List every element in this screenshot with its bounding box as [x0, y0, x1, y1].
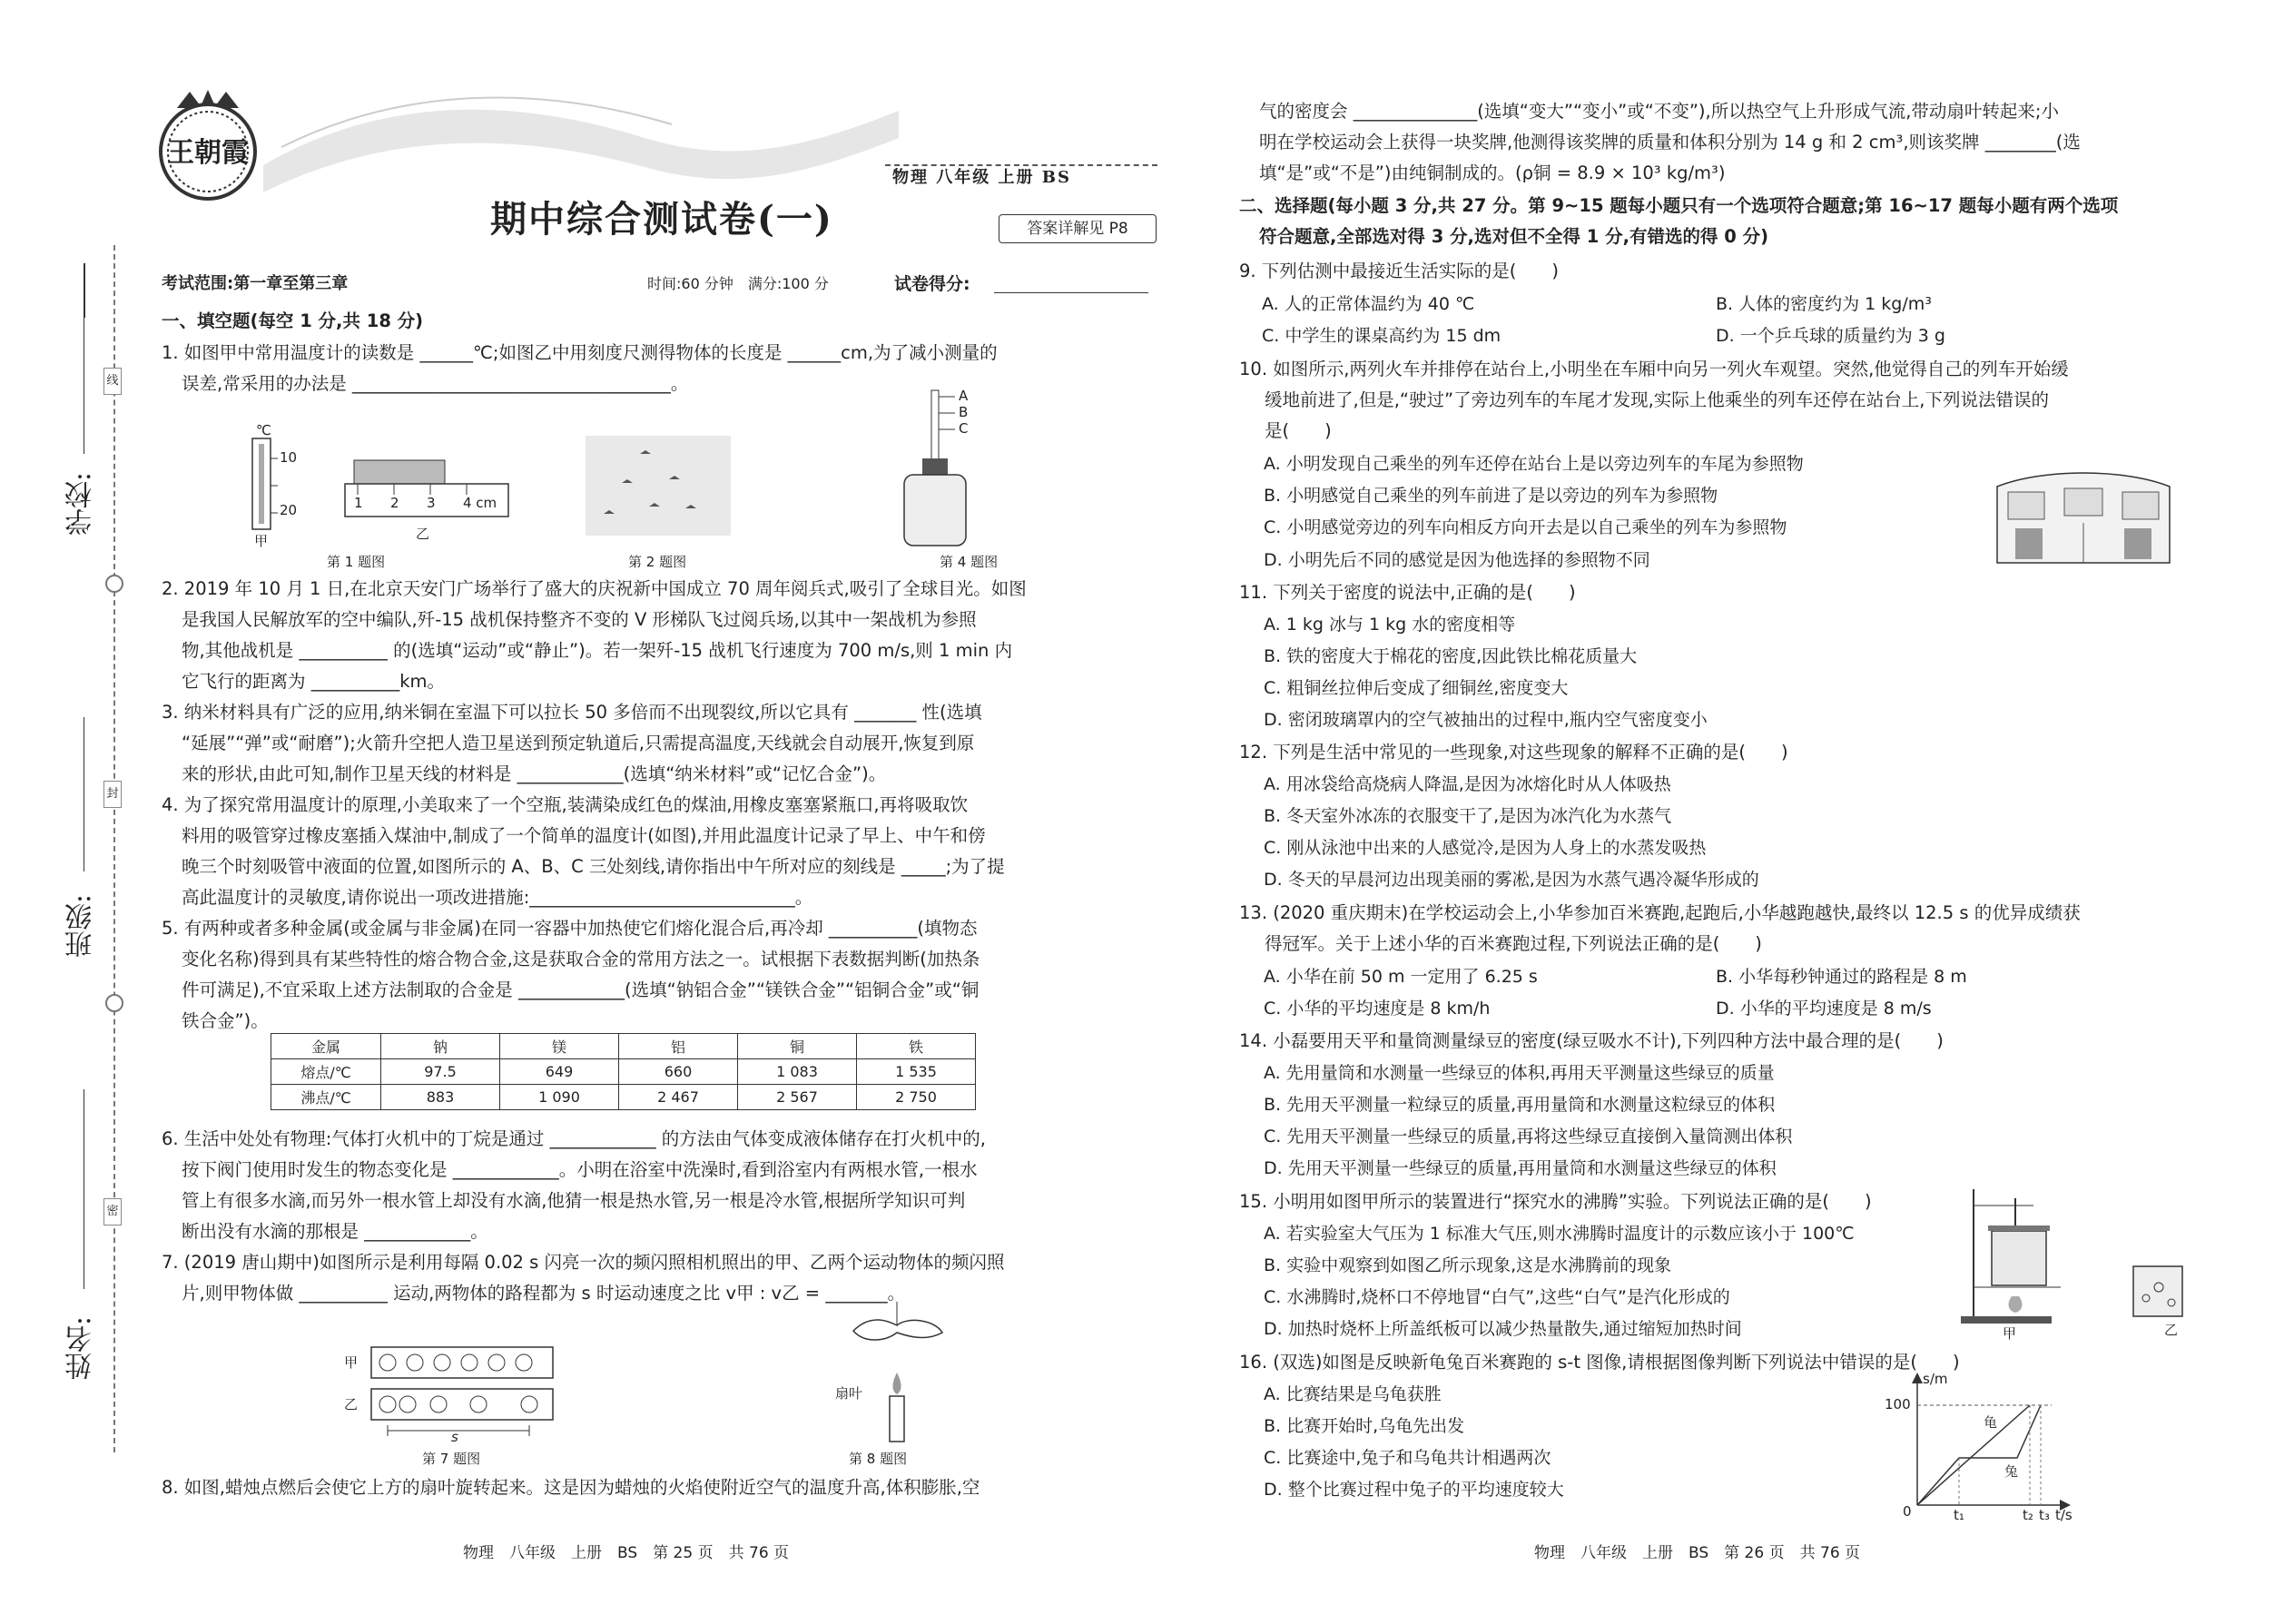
figure-8-caption: 第 8 题图	[849, 1451, 908, 1467]
figure-4-caption: 第 4 题图	[940, 554, 999, 570]
q11-option-d[interactable]: D. 密闭玻璃罩内的空气被抽出的过程中,瓶内空气密度变小	[1264, 710, 1708, 730]
figure-7: 甲 乙 s	[340, 1342, 576, 1442]
binding-dashed-line	[113, 245, 115, 1452]
table-row: 熔点/℃ 97.5 649 660 1 083 1 535	[271, 1059, 976, 1085]
q13-option-b[interactable]: B. 小华每秒钟通过的路程是 8 m	[1716, 967, 1967, 987]
q10-option-c[interactable]: C. 小明感觉旁边的列车向相反方向开去是以自己乘坐的列车为参照物	[1264, 517, 1787, 537]
table-header-row: 金属 钠 镁 铝 铜 铁	[271, 1034, 976, 1059]
class-label: 班级:	[65, 894, 97, 959]
right-page-footer: 物理 八年级 上册 BS 第 26 页 共 76 页	[1534, 1544, 1861, 1562]
publisher-logo	[150, 86, 266, 202]
q11-option-a[interactable]: A. 1 kg 冰与 1 kg 水的密度相等	[1264, 615, 1516, 635]
q15-option-c[interactable]: C. 水沸腾时,烧杯口不停地冒“白气”,这些“白气”是汽化形成的	[1264, 1287, 1730, 1307]
question-5: 5. 有两种或者多种金属(或金属与非金属)在同一容器中加热使它们熔化混合后,再冷却 __________(填物态 变化名称)得到具有某些特性的熔合物合金,这是获取合金的常用方法之一。试根据下表数据判断(加热条 件可满足),不宜采取上述方法制取的合金是 ____________(选填“钠铝合金”“镁铁合金”“铝铜合金”或“铜 铁合金”)。	[162, 918, 980, 1031]
question-15: 15. 小明用如图甲所示的装置进行“探究水的沸腾”实验。下列说法正确的是( )	[1239, 1191, 1872, 1212]
name-label: 姓名:	[65, 1316, 97, 1381]
q13-option-c[interactable]: C. 小华的平均速度是 8 km/h	[1264, 999, 1491, 1019]
section2-title: 二、选择题(每小题 3 分,共 27 分。第 9~15 题每小题只有一个选项符合题意;第 16~17 题每小题有两个选项 符合题意,全部选对得 3 分,选对但不全得 1 分,有错选的得 0 分)	[1239, 195, 2119, 247]
question-13: 13. (2020 重庆期末)在学校运动会上,小华参加百米赛跑,起跑后,小华越跑越快,最终以 12.5 s 的优异成绩获 得冠军。关于上述小华的百米赛跑过程,下列说法正确的是( )	[1239, 902, 2081, 954]
figure-2-caption: 第 2 题图	[628, 554, 687, 570]
q15-option-a[interactable]: A. 若实验室大气压为 1 标准大气压,则水沸腾时温度计的示数应该小于 100℃	[1264, 1224, 1855, 1244]
table-row: 沸点/℃ 883 1 090 2 467 2 567 2 750	[271, 1085, 976, 1110]
question-8-start: 8. 如图,蜡烛点燃后会使它上方的扇叶旋转起来。这是因为蜡烛的火焰使附近空气的温度升高,体积膨胀,空	[162, 1477, 980, 1498]
figure-1-caption: 第 1 题图	[327, 554, 386, 570]
question-8-continued: 气的密度会 ______________(选填“变大”“变小”或“不变”),所以热空气上升形成气流,带动扇叶转起来;小 明在学校运动会上获得一块奖牌,他测得该奖牌的质量和体积分别为 14 g 和 2 cm³,则该奖牌 ________(选 填“是”或“不是”)由纯铜制成的。(ρ铜 = 8.9 × 10³ kg/m³)	[1259, 101, 2081, 183]
question-3: 3. 纳米材料具有广泛的应用,纳米铜在室温下可以拉长 50 多倍而不出现裂纹,所以它具有 _______ 性(选填 “延展”“弹”或“耐磨”);火箭升空把人造卫星送到预定轨道后,只需提高温度,天线就会自动展开,恢复到原 来的形状,由此可知,制作卫星天线的材料是 ____________(选填“纳米材料”或“记忆合金”)。	[162, 702, 982, 784]
q13-option-d[interactable]: D. 小华的平均速度是 8 m/s	[1716, 999, 1932, 1019]
q11-option-c[interactable]: C. 粗铜丝拉伸后变成了细铜丝,密度变大	[1264, 678, 1569, 698]
q9-option-b[interactable]: B. 人体的密度约为 1 kg/m³	[1716, 294, 1932, 314]
q9-option-d[interactable]: D. 一个乒乓球的质量约为 3 g	[1716, 326, 1945, 346]
q9-option-c[interactable]: C. 中学生的课桌高约为 15 dm	[1262, 326, 1501, 346]
time-score: 时间:60 分钟 满分:100 分	[647, 275, 829, 292]
seal-mark-feng: 封	[103, 781, 122, 808]
q12-option-a[interactable]: A. 用冰袋给高烧病人降温,是因为冰熔化时从人体吸热	[1264, 774, 1671, 794]
q12-option-d[interactable]: D. 冬天的早晨河边出现美丽的雾凇,是因为水蒸气遇冷凝华形成的	[1264, 870, 1759, 890]
left-page-footer: 物理 八年级 上册 BS 第 25 页 共 76 页	[463, 1544, 790, 1562]
q14-option-d[interactable]: D. 先用天平测量一些绿豆的质量,再用量筒和水测量这些绿豆的体积	[1264, 1158, 1777, 1178]
score-field[interactable]	[994, 292, 1148, 293]
q10-option-d[interactable]: D. 小明先后不同的感觉是因为他选择的参照物不同	[1264, 550, 1650, 570]
figure-4: A B C	[899, 386, 999, 549]
q16-option-b[interactable]: B. 比赛开始时,乌龟先出发	[1264, 1416, 1465, 1436]
figure-7-caption: 第 7 题图	[422, 1451, 481, 1467]
answer-ref-box	[999, 214, 1157, 243]
question-1: 1. 如图甲中常用温度计的读数是 ______℃;如图乙中用刻度尺测得物体的长度是 ______cm,为了减小测量的 误差,常采用的办法是 ____________________________________。	[162, 342, 998, 394]
q14-option-a[interactable]: A. 先用量筒和水测量一些绿豆的体积,再用天平测量这些绿豆的质量	[1264, 1063, 1775, 1083]
logo-text: 王朝霞	[167, 137, 249, 169]
q16-option-a[interactable]: A. 比赛结果是乌龟获胜	[1264, 1384, 1442, 1404]
question-16: 16. (双选)如图是反映新龟兔百米赛跑的 s-t 图像,请根据图像判断下列说法中错误的是( )	[1239, 1352, 1960, 1373]
boiling-apparatus-figure: 甲 乙	[1952, 1180, 2206, 1339]
binding-hole	[105, 994, 123, 1012]
q14-option-c[interactable]: C. 先用天平测量一些绿豆的质量,再将这些绿豆直接倒入量筒测出体积	[1264, 1127, 1793, 1147]
seal-mark-mi: 密	[103, 1198, 122, 1225]
train-illustration	[1988, 468, 2179, 570]
exam-scope: 考试范围:第一章至第三章	[162, 274, 349, 293]
score-label: 试卷得分:	[894, 274, 970, 294]
q16-option-c[interactable]: C. 比赛途中,兔子和乌龟共计相遇两次	[1264, 1448, 1551, 1468]
question-9: 9. 下列估测中最接近生活实际的是( )	[1239, 261, 1560, 281]
q13-option-a[interactable]: A. 小华在前 50 m 一定用了 6.25 s	[1264, 967, 1538, 987]
page-title: 期中综合测试卷(一)	[490, 198, 833, 241]
seal-mark-xian: 线	[103, 368, 122, 395]
metal-table	[271, 1033, 976, 1110]
q11-option-b[interactable]: B. 铁的密度大于棉花的密度,因此铁比棉花质量大	[1264, 646, 1638, 666]
question-10: 10. 如图所示,两列火车并排停在站台上,小明坐在车厢中向另一列火车观望。突然,他觉得自己的列车开始缓 缓地前进了,但是,“驶过”了旁边列车的车尾才发现,实际上他乘坐的列车还停在站台上,下列说法错误的 是( )	[1239, 359, 2069, 441]
q10-option-a[interactable]: A. 小明发现自己乘坐的列车还停在站台上是以旁边列车的车尾为参照物	[1264, 454, 1804, 474]
question-4: 4. 为了探究常用温度计的原理,小美取来了一个空瓶,装满染成红色的煤油,用橡皮塞塞紧瓶口,再将吸取饮 料用的吸管穿过橡皮塞插入煤油中,制成了一个简单的温度计(如图),并用此温度计记录了早上、中午和傍 晚三个时刻吸管中液面的位置,如图所示的 A、B、C 三处刻线,请你指出中午所对应的刻线是 _____;为了提 高此温度计的灵敏度,请你说出一项改进措施:______________________________。	[162, 794, 1005, 908]
question-2: 2. 2019 年 10 月 1 日,在北京天安门广场举行了盛大的庆祝新中国成立 70 周年阅兵式,吸引了全球目光。如图 是我国人民解放军的空中编队,歼-15 战机保持整齐不变的 V 形梯队飞过阅兵场,以其中一架战机为参照 物,其他战机是 __________ 的(选填“运动”或“静止”)。若一架歼-15 战机飞行速度为 700 m/s,则 1 min 内 它飞行的距离为 __________km。	[162, 578, 1027, 692]
section1-title: 一、填空题(每空 1 分,共 18 分)	[162, 310, 424, 331]
q15-option-b[interactable]: B. 实验中观察到如图乙所示现象,这是水沸腾前的现象	[1264, 1255, 1672, 1275]
q12-option-c[interactable]: C. 刚从泳池中出来的人感觉冷,是因为人身上的水蒸发吸热	[1264, 838, 1707, 858]
subject-bar: 物理 八年级 上册 BS	[885, 164, 1157, 193]
school-label: 学校:	[65, 472, 97, 536]
q15-option-d[interactable]: D. 加热时烧杯上所盖纸板可以减少热量散失,通过缩短加热时间	[1264, 1319, 1742, 1339]
q10-option-b[interactable]: B. 小明感觉自己乘坐的列车前进了是以旁边的列车为参照物	[1264, 486, 1718, 506]
binding-hole	[105, 575, 123, 593]
question-7: 7. (2019 唐山期中)如图所示是利用每隔 0.02 s 闪亮一次的频闪照相机照出的甲、乙两个运动物体的频闪照 片,则甲物体做 __________ 运动,两物体的路程都为 s 时运动速度之比 v甲 : v乙 = _______。	[162, 1252, 1005, 1304]
question-11: 11. 下列关于密度的说法中,正确的是( )	[1239, 582, 1576, 603]
q14-option-b[interactable]: B. 先用天平测量一粒绿豆的质量,再用量筒和水测量这粒绿豆的体积	[1264, 1095, 1776, 1115]
question-14: 14. 小磊要用天平和量筒测量绿豆的密度(绿豆吸水不计),下列四种方法中最合理的是( )	[1239, 1030, 1944, 1051]
question-6: 6. 生活中处处有物理:气体打火机中的丁烷是通过 ____________ 的方法由气体变成液体储存在打火机中的, 按下阀门使用时发生的物态变化是 ____________。小明在浴室中洗澡时,看到浴室内有两根水管,一根水 管上有很多水滴,而另外一根水管上却没有水滴,他猜一根是热水管,另一根是冷水管,根据所学知识可判 断出没有水滴的那根是 ____________。	[162, 1128, 986, 1242]
answer-ref: 答案详解见 P8	[1027, 220, 1128, 238]
s-t-graph: s/m 100 龟 兔 0 t₁ t₂ t₃ t/s	[1885, 1371, 2072, 1523]
figure-2-photo	[586, 436, 731, 536]
figure-8: 扇叶	[835, 1300, 953, 1445]
q16-option-d[interactable]: D. 整个比赛过程中兔子的平均速度较大	[1264, 1480, 1564, 1500]
q9-option-a[interactable]: A. 人的正常体温约为 40 ℃	[1262, 294, 1475, 314]
figure-1: ℃ 10 20 甲 乙 1 2 3 4 cm	[245, 422, 517, 549]
q12-option-b[interactable]: B. 冬天室外冰冻的衣服变干了,是因为冰汽化为水蒸气	[1264, 806, 1672, 826]
question-12: 12. 下列是生活中常见的一些现象,对这些现象的解释不正确的是( )	[1239, 742, 1788, 763]
